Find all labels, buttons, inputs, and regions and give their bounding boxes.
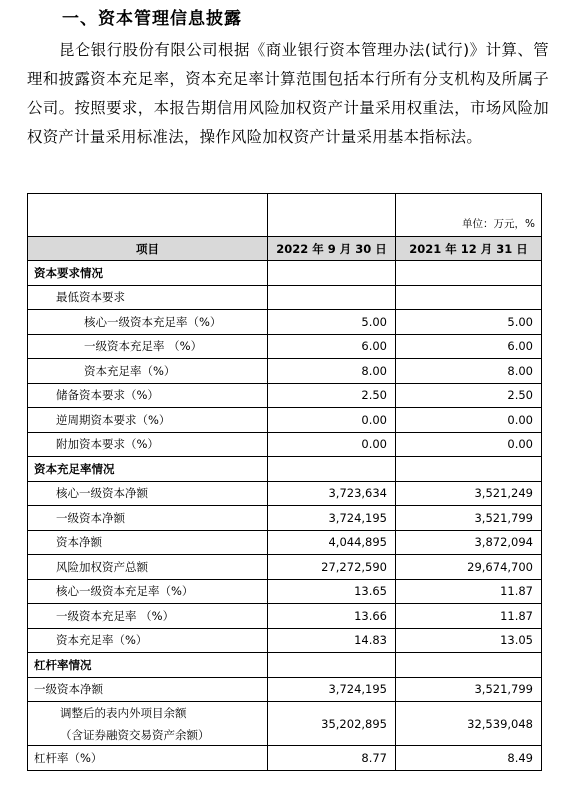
value-2022: 13.66 [268, 604, 396, 629]
value-2021: 29,674,700 [396, 555, 542, 580]
value-2021: 8.49 [396, 746, 542, 771]
table-row [28, 555, 542, 580]
row-label: 一级资本净额 [28, 677, 268, 702]
value-2022: 3,723,634 [268, 481, 396, 506]
table-row [28, 481, 542, 506]
row-label: 资本充足率（%） [28, 359, 268, 384]
table-row [28, 677, 542, 702]
table-row [28, 310, 542, 335]
row-label [28, 702, 268, 746]
value-2021: 11.87 [396, 579, 542, 604]
value-2022: 14.83 [268, 628, 396, 653]
table-row [28, 628, 542, 653]
table-row [28, 432, 542, 457]
value-2021: 6.00 [396, 334, 542, 359]
unit-row [28, 194, 542, 237]
table-row [28, 702, 542, 746]
value-2022: 4,044,895 [268, 530, 396, 555]
value-2021: 0.00 [396, 408, 542, 433]
row-label: 资本净额 [28, 530, 268, 555]
row-label: 核心一级资本充足率（%） [28, 579, 268, 604]
table-row [28, 383, 542, 408]
value-2021: 8.00 [396, 359, 542, 384]
table-row [28, 604, 542, 629]
value-2022: 13.65 [268, 579, 396, 604]
row-label: 核心一级资本净额 [28, 481, 268, 506]
row-label: 杠杆率（%） [28, 746, 268, 771]
value-2022: 8.00 [268, 359, 396, 384]
row-label: 核心一级资本充足率（%） [28, 310, 268, 335]
table-row [28, 506, 542, 531]
row-label-line2: （含证券融资交易资产余额） [60, 727, 210, 742]
value-2021: 2.50 [396, 383, 542, 408]
row-label-line1: 调整后的表内外项目余额 [60, 705, 187, 720]
table-row [28, 285, 542, 310]
intro-paragraph: 昆仑银行股份有限公司根据《商业银行资本管理办法(试行)》计算、管理和披露资本充足率，资本充足率计算范围包括本行所有分支机构及所属子公司。按照要求，本报告期信用风险加权资产计量采用权重法，市场风险加权资产计量采用标准法，操作风险加权资产计量采用基本指标法。 [27, 41, 549, 146]
value-2022: 0.00 [268, 408, 396, 433]
table-row [28, 746, 542, 771]
capital-table [27, 193, 542, 771]
value-2021: 3,521,249 [396, 481, 542, 506]
value-2021: 3,521,799 [396, 506, 542, 531]
table-row [28, 359, 542, 384]
table-row [28, 408, 542, 433]
value-2021: 32,539,048 [396, 702, 542, 746]
value-2021: 5.00 [396, 310, 542, 335]
value-2022: 35,202,895 [268, 702, 396, 746]
header-col2: 2021 年 12 月 31 日 [396, 237, 542, 261]
header-col1: 2022 年 9 月 30 日 [268, 237, 396, 261]
header-row [28, 237, 542, 261]
value-2022: 8.77 [268, 746, 396, 771]
unit-label: 单位：万元，% [396, 194, 542, 237]
table-row [28, 579, 542, 604]
row-label: 资本充足率（%） [28, 628, 268, 653]
value-2022: 3,724,195 [268, 677, 396, 702]
row-label: 资本充足率情况 [28, 457, 268, 482]
header-item: 项目 [28, 237, 268, 261]
section-heading: 一、资本管理信息披露 [62, 9, 242, 29]
value-2022: 2.50 [268, 383, 396, 408]
value-2021: 11.87 [396, 604, 542, 629]
value-2021: 13.05 [396, 628, 542, 653]
value-2022: 6.00 [268, 334, 396, 359]
table-row [28, 261, 542, 286]
row-label: 附加资本要求（%） [28, 432, 268, 457]
table-row [28, 530, 542, 555]
value-2021: 0.00 [396, 432, 542, 457]
value-2021: 3,872,094 [396, 530, 542, 555]
row-label: 资本要求情况 [28, 261, 268, 286]
row-label: 一级资本充足率 （%） [28, 334, 268, 359]
value-2022: 0.00 [268, 432, 396, 457]
value-2021: 3,521,799 [396, 677, 542, 702]
row-label: 风险加权资产总额 [28, 555, 268, 580]
value-2022: 27,272,590 [268, 555, 396, 580]
row-label: 一级资本净额 [28, 506, 268, 531]
value-2022: 5.00 [268, 310, 396, 335]
row-label: 最低资本要求 [28, 285, 268, 310]
table-row [28, 653, 542, 678]
row-label: 一级资本充足率 （%） [28, 604, 268, 629]
value-2022: 3,724,195 [268, 506, 396, 531]
row-label: 逆周期资本要求（%） [28, 408, 268, 433]
row-label: 储备资本要求（%） [28, 383, 268, 408]
table-row [28, 334, 542, 359]
row-label: 杠杆率情况 [28, 653, 268, 678]
table-row [28, 457, 542, 482]
